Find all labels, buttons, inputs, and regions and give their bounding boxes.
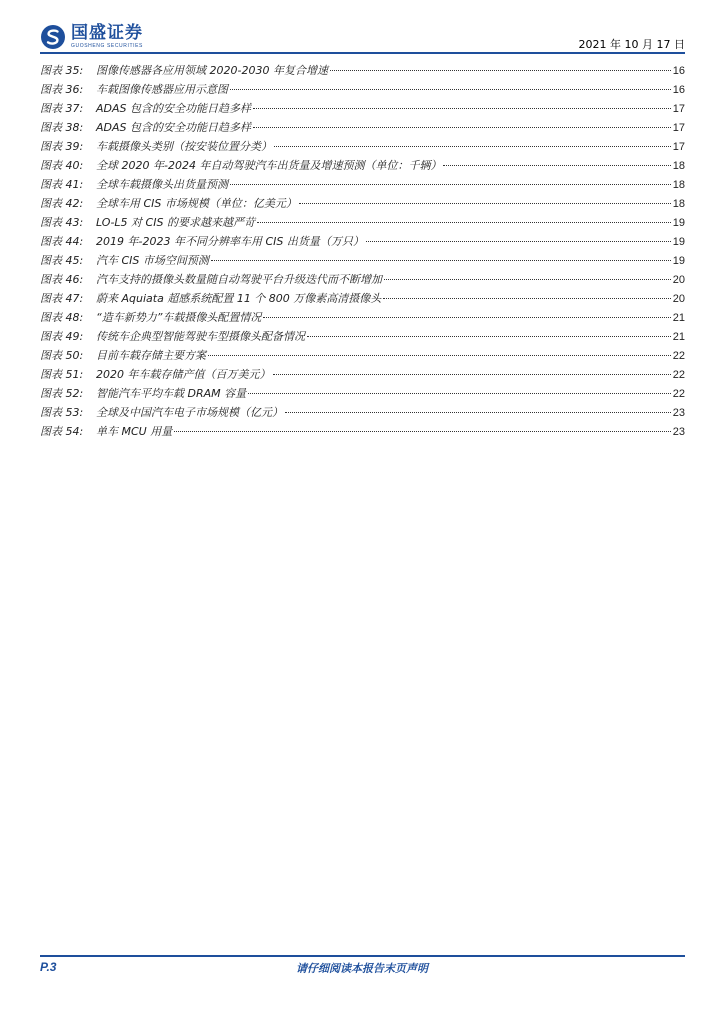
toc-dot-leader: [263, 317, 670, 318]
toc-entry-title: ADAS 包含的安全功能日趋多样: [96, 121, 251, 134]
page-header: [40, 18, 685, 52]
toc-entry-label: 图表 47:: [40, 292, 84, 305]
toc-entry-page: 17: [672, 103, 685, 115]
toc-entry-page: 20: [672, 274, 685, 286]
toc-entry[interactable]: [40, 404, 685, 423]
toc-entry-title: 目前车载存储主要方案: [96, 349, 206, 362]
toc-entry-label: 图表 35:: [40, 64, 84, 77]
toc-entry-title: 智能汽车平均车载 DRAM 容量: [96, 387, 247, 400]
toc-entry-title: 传统车企典型智能驾驶车型摄像头配备情况: [96, 330, 305, 343]
toc-entry[interactable]: [40, 195, 685, 214]
toc-entry-title: 全球 2020 年-2024 年自动驾驶汽车出货量及增速预测（单位：千辆）: [96, 159, 442, 172]
toc-entry[interactable]: [40, 81, 685, 100]
toc-entry-label: 图表 38:: [40, 121, 84, 134]
report-date: 2021 年 10 月 17 日: [578, 38, 685, 51]
toc-entry[interactable]: [40, 157, 685, 176]
toc-entry-title: 车载图像传感器应用示意图: [96, 83, 228, 96]
toc-entry-page: 23: [672, 407, 685, 419]
toc-entry-page: 17: [672, 122, 685, 134]
toc-entry-label: 图表 40:: [40, 159, 84, 172]
toc-dot-leader: [384, 279, 671, 280]
toc-dot-leader: [307, 336, 671, 337]
toc-dot-leader: [174, 431, 671, 432]
toc-dot-leader: [230, 89, 671, 90]
toc-entry-label: 图表 53:: [40, 406, 84, 419]
toc-entry-label: 图表 41:: [40, 178, 84, 191]
toc-entry-page: 16: [672, 84, 685, 96]
toc-entry-title: 汽车 CIS 市场空间预测: [96, 254, 209, 267]
toc-entry-label: 图表 45:: [40, 254, 84, 267]
toc-entry-page: 20: [672, 293, 685, 305]
toc-dot-leader: [230, 184, 671, 185]
toc-entry-page: 23: [672, 426, 685, 438]
toc-entry-label: 图表 39:: [40, 140, 84, 153]
toc-entry-label: 图表 52:: [40, 387, 84, 400]
toc-entry-title: 2020 年车载存储产值（百万美元）: [96, 368, 271, 381]
toc-entry[interactable]: [40, 62, 685, 81]
toc-entry-page: 16: [672, 65, 685, 77]
toc-entry[interactable]: [40, 119, 685, 138]
toc-entry-page: 21: [672, 331, 685, 343]
toc-entry[interactable]: [40, 176, 685, 195]
toc-entry-page: 19: [672, 255, 685, 267]
disclaimer-note: 请仔细阅读本报告末页声明: [296, 962, 428, 975]
toc-entry-label: 图表 44:: [40, 235, 84, 248]
toc-dot-leader: [383, 298, 670, 299]
toc-entry-title: 全球及中国汽车电子市场规模（亿元）: [96, 406, 283, 419]
toc-entry[interactable]: [40, 290, 685, 309]
toc-entry[interactable]: [40, 100, 685, 119]
toc-entry[interactable]: [40, 385, 685, 404]
toc-entry-title: LO-L5 对 CIS 的要求越来越严苛: [96, 216, 255, 229]
toc-entry-page: 22: [672, 388, 685, 400]
toc-entry[interactable]: [40, 423, 685, 442]
toc-entry[interactable]: [40, 347, 685, 366]
toc-entry[interactable]: [40, 328, 685, 347]
toc-entry-title: 汽车支持的摄像头数量随自动驾驶平台升级迭代而不断增加: [96, 273, 382, 286]
toc-entry-title: 图像传感器各应用领域 2020-2030 年复合增速: [96, 64, 328, 77]
toc-dot-leader: [274, 146, 671, 147]
footer-divider: [40, 955, 685, 957]
brand-text: [71, 25, 143, 49]
toc-entry-title: ADAS 包含的安全功能日趋多样: [96, 102, 251, 115]
toc-entry-title: 全球车用 CIS 市场规模（单位：亿美元）: [96, 197, 297, 210]
toc-entry-page: 18: [672, 160, 685, 172]
toc-dot-leader: [248, 393, 671, 394]
toc-entry-page: 17: [672, 141, 685, 153]
toc-dot-leader: [208, 355, 671, 356]
brand-subtitle: GUOSHENG SECURITIES: [71, 43, 143, 49]
toc-entry-page: 22: [672, 350, 685, 362]
toc-dot-leader: [273, 374, 671, 375]
toc-entry-title: 2019 年-2023 年不同分辨率车用 CIS 出货量（万只）: [96, 235, 364, 248]
guosheng-logo-icon: [40, 24, 66, 50]
page-number: P.3: [40, 960, 57, 974]
toc-entry-title: 车载摄像头类别（按安装位置分类）: [96, 140, 272, 153]
brand-name: 国盛证券: [71, 23, 143, 43]
toc-dot-leader: [253, 108, 671, 109]
toc-entry-title: 单车 MCU 用量: [96, 425, 173, 438]
toc-entry-page: 21: [672, 312, 685, 324]
toc-entry-label: 图表 51:: [40, 368, 84, 381]
toc-dot-leader: [443, 165, 670, 166]
figure-index-list: [40, 62, 685, 442]
toc-dot-leader: [299, 203, 671, 204]
header-divider: [40, 52, 685, 54]
brand-logo: [40, 24, 143, 50]
toc-entry-page: 19: [672, 236, 685, 248]
toc-dot-leader: [330, 70, 671, 71]
toc-dot-leader: [366, 241, 671, 242]
toc-dot-leader: [257, 222, 671, 223]
toc-entry[interactable]: [40, 271, 685, 290]
toc-entry-page: 18: [672, 179, 685, 191]
toc-entry-title: “造车新势力”车载摄像头配置情况: [96, 311, 262, 324]
toc-entry-label: 图表 48:: [40, 311, 84, 324]
toc-entry-label: 图表 37:: [40, 102, 84, 115]
toc-entry-label: 图表 50:: [40, 349, 84, 362]
toc-entry[interactable]: [40, 233, 685, 252]
toc-entry-page: 18: [672, 198, 685, 210]
toc-entry-label: 图表 46:: [40, 273, 84, 286]
toc-entry-label: 图表 54:: [40, 425, 84, 438]
toc-entry-label: 图表 43:: [40, 216, 84, 229]
toc-entry[interactable]: [40, 309, 685, 328]
toc-entry[interactable]: [40, 214, 685, 233]
toc-entry[interactable]: [40, 138, 685, 157]
toc-entry-page: 22: [672, 369, 685, 381]
toc-entry-label: 图表 49:: [40, 330, 84, 343]
toc-dot-leader: [285, 412, 671, 413]
toc-entry-title: 全球车载摄像头出货量预测: [96, 178, 228, 191]
toc-entry-label: 图表 36:: [40, 83, 84, 96]
toc-entry-title: 蔚来 Aquiata 超感系统配置 11 个 800 万像素高清摄像头: [96, 292, 382, 305]
toc-entry[interactable]: [40, 252, 685, 271]
toc-dot-leader: [211, 260, 671, 261]
toc-dot-leader: [253, 127, 671, 128]
toc-entry[interactable]: [40, 366, 685, 385]
toc-entry-label: 图表 42:: [40, 197, 84, 210]
toc-entry-page: 19: [672, 217, 685, 229]
